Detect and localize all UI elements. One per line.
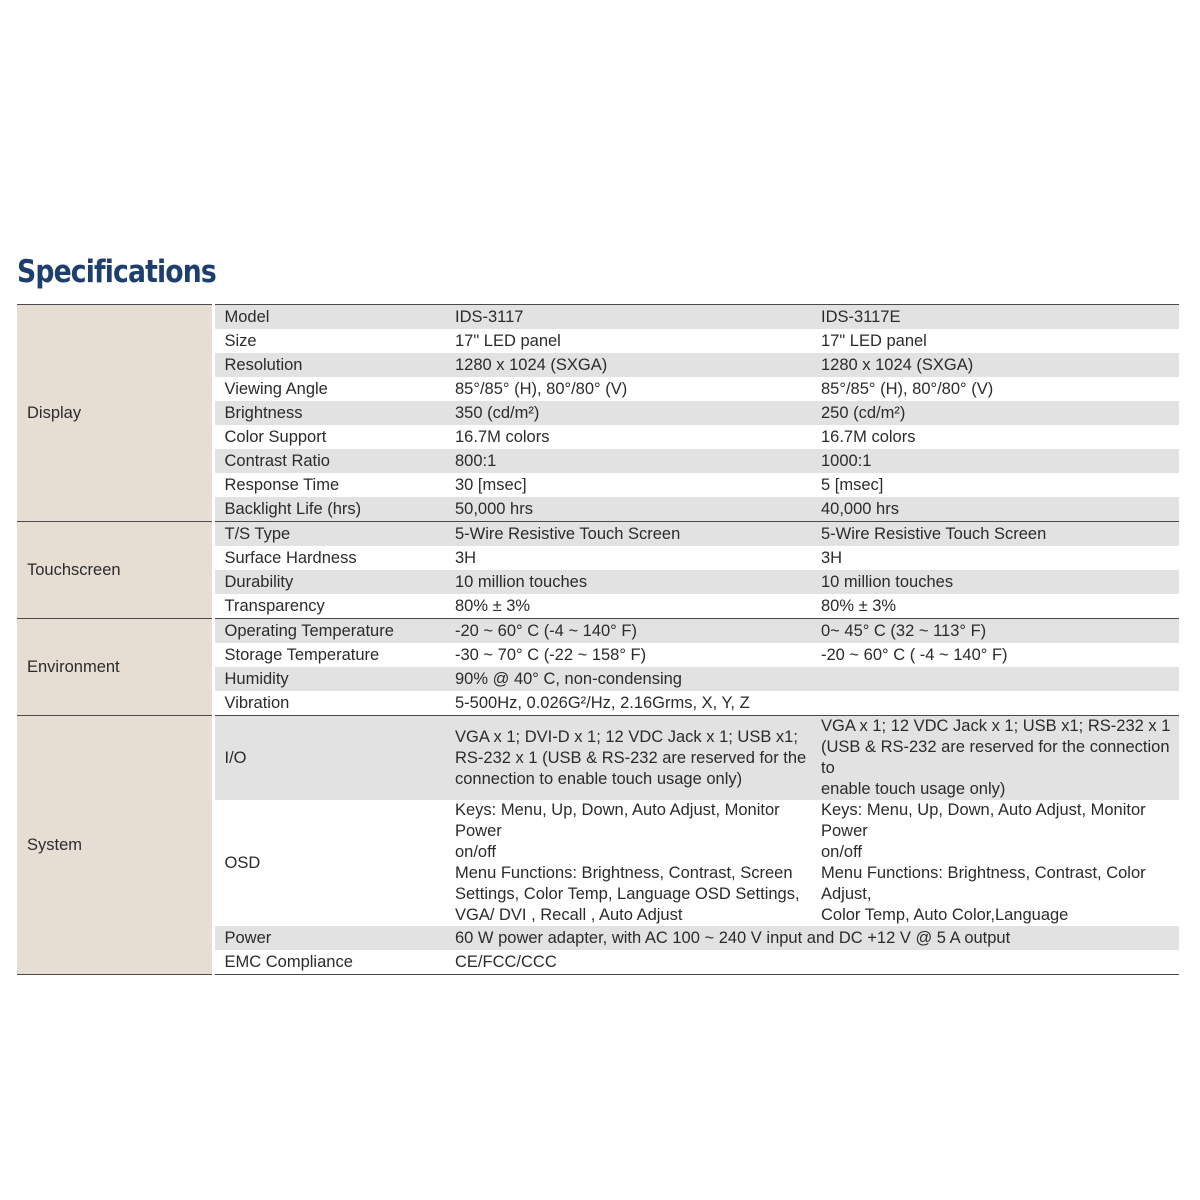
spec-label: Surface Hardness: [224, 548, 357, 567]
spec-value-line: Menu Functions: Brightness, Contrast, Color Adjust,: [821, 864, 1146, 903]
spec-value-ids-3117: 350 (cd/m²): [445, 401, 811, 425]
spec-label: Operating Temperature: [213, 619, 445, 644]
spec-label: Model: [213, 305, 445, 330]
spec-value-ids-3117: -30 ~ 70° C (-22 ~ 158° F): [455, 645, 647, 664]
spec-value-line: Settings, Color Temp, Language OSD Settings,: [455, 885, 800, 903]
spec-label: Backlight Life (hrs): [213, 497, 445, 522]
spec-value-line: Keys: Menu, Up, Down, Auto Adjust, Monitor Power: [821, 801, 1146, 840]
spec-label: Humidity: [213, 667, 445, 691]
spec-value-ids-3117: 50,000 hrs: [445, 497, 811, 522]
spec-value-ids-3117e: [811, 800, 1179, 926]
spec-label: OSD: [224, 853, 261, 872]
table-row: [17, 716, 1179, 801]
spec-value-ids-3117e: 85°/85° (H), 80°/80° (V): [821, 379, 994, 398]
spec-value-ids-3117: 16.7M colors: [455, 427, 550, 446]
spec-value-ids-3117e: 80% ± 3%: [811, 594, 1179, 619]
spec-value-line: Color Temp, Auto Color,Language: [821, 906, 1069, 924]
spec-value-ids-3117: 80% ± 3%: [445, 594, 811, 619]
spec-value-ids-3117e: 40,000 hrs: [811, 497, 1179, 522]
spec-value-ids-3117: 90% @ 40° C, non-condensing: [445, 667, 811, 691]
spec-value-ids-3117: CE/FCC/CCC: [445, 950, 1179, 975]
spec-label: Viewing Angle: [224, 379, 328, 398]
spec-value-ids-3117e: 5 [msec]: [821, 475, 884, 494]
spec-label: Response Time: [224, 475, 340, 494]
spec-value-ids-3117e: 0~ 45° C (32 ~ 113° F): [811, 619, 1179, 644]
spec-value-ids-3117e: 1280 x 1024 (SXGA): [811, 353, 1179, 377]
spec-value-line: VGA x 1; 12 VDC Jack x 1; USB x1; RS-232 x 1: [821, 717, 1171, 735]
table-row: [17, 522, 1179, 547]
page-title: Specifications: [17, 254, 216, 290]
table-row: [17, 305, 1179, 330]
spec-label: Color Support: [224, 427, 327, 446]
spec-value-ids-3117: 30 [msec]: [455, 475, 527, 494]
spec-value-ids-3117: 5-500Hz, 0.026G²/Hz, 2.16Grms, X, Y, Z: [445, 691, 1179, 716]
spec-value-ids-3117: [445, 716, 811, 801]
spec-value-ids-3117e: 10 million touches: [811, 570, 1179, 594]
spec-label: EMC Compliance: [213, 950, 445, 975]
spec-value-ids-3117e: [811, 667, 1179, 691]
spec-value-ids-3117: -20 ~ 60° C (-4 ~ 140° F): [445, 619, 811, 644]
spec-value-ids-3117e: 16.7M colors: [821, 427, 916, 446]
spec-value-line: Keys: Menu, Up, Down, Auto Adjust, Monitor Power: [455, 801, 780, 840]
spec-value-line: RS-232 x 1 (USB & RS-232 are reserved for the: [455, 748, 807, 767]
spec-label: T/S Type: [213, 522, 445, 547]
category-cell: Environment: [17, 619, 213, 716]
spec-value-ids-3117: 85°/85° (H), 80°/80° (V): [455, 379, 628, 398]
category-cell: Touchscreen: [17, 522, 213, 619]
spec-label: Resolution: [213, 353, 445, 377]
spec-value-line: (USB & RS-232 are reserved for the connection to: [821, 738, 1170, 777]
specifications-table: [17, 304, 1179, 975]
spec-value-line: Menu Functions: Brightness, Contrast, Screen: [455, 864, 793, 882]
spec-label: I/O: [213, 716, 445, 801]
specifications-table-body: [17, 305, 1179, 975]
spec-value-ids-3117: 17" LED panel: [455, 331, 561, 350]
spec-value-ids-3117: IDS-3117: [445, 305, 811, 330]
spec-value-ids-3117e: 3H: [821, 548, 843, 567]
spec-label: Storage Temperature: [224, 645, 380, 664]
spec-label: Contrast Ratio: [213, 449, 445, 473]
spec-label: Size: [224, 331, 257, 350]
spec-value-ids-3117: 3H: [455, 548, 477, 567]
spec-value-ids-3117: 10 million touches: [445, 570, 811, 594]
category-cell: Display: [17, 305, 213, 522]
spec-value-line: on/off: [455, 843, 496, 861]
spec-label: Transparency: [213, 594, 445, 619]
spec-value-ids-3117: 1280 x 1024 (SXGA): [445, 353, 811, 377]
spec-value-line: connection to enable touch usage only): [455, 769, 743, 788]
spec-value-line: VGA x 1; DVI-D x 1; 12 VDC Jack x 1; USB x1;: [455, 727, 798, 746]
spec-value-ids-3117: [445, 800, 811, 926]
spec-label: Durability: [213, 570, 445, 594]
spec-value-ids-3117: 5-Wire Resistive Touch Screen: [445, 522, 811, 547]
category-cell: System: [17, 716, 213, 975]
spec-value-ids-3117e: [811, 716, 1179, 801]
table-row: [17, 619, 1179, 644]
spec-label: Power: [213, 926, 445, 950]
spec-value-ids-3117e: -20 ~ 60° C ( -4 ~ 140° F): [821, 645, 1008, 664]
spec-value-ids-3117e: 17" LED panel: [821, 331, 927, 350]
spec-value-ids-3117e: 5-Wire Resistive Touch Screen: [811, 522, 1179, 547]
spec-value-ids-3117: 60 W power adapter, with AC 100 ~ 240 V input and DC +12 V @ 5 A output: [445, 926, 1179, 950]
spec-label: Brightness: [213, 401, 445, 425]
spec-value-line: on/off: [821, 843, 862, 861]
spec-value-line: enable touch usage only): [821, 780, 1006, 798]
spec-value-line: VGA/ DVI , Recall , Auto Adjust: [455, 906, 683, 924]
spec-value-ids-3117e: IDS-3117E: [811, 305, 1179, 330]
spec-label: Vibration: [213, 691, 445, 716]
spec-value-ids-3117e: 250 (cd/m²): [811, 401, 1179, 425]
spec-value-ids-3117e: 1000:1: [811, 449, 1179, 473]
spec-value-ids-3117: 800:1: [445, 449, 811, 473]
